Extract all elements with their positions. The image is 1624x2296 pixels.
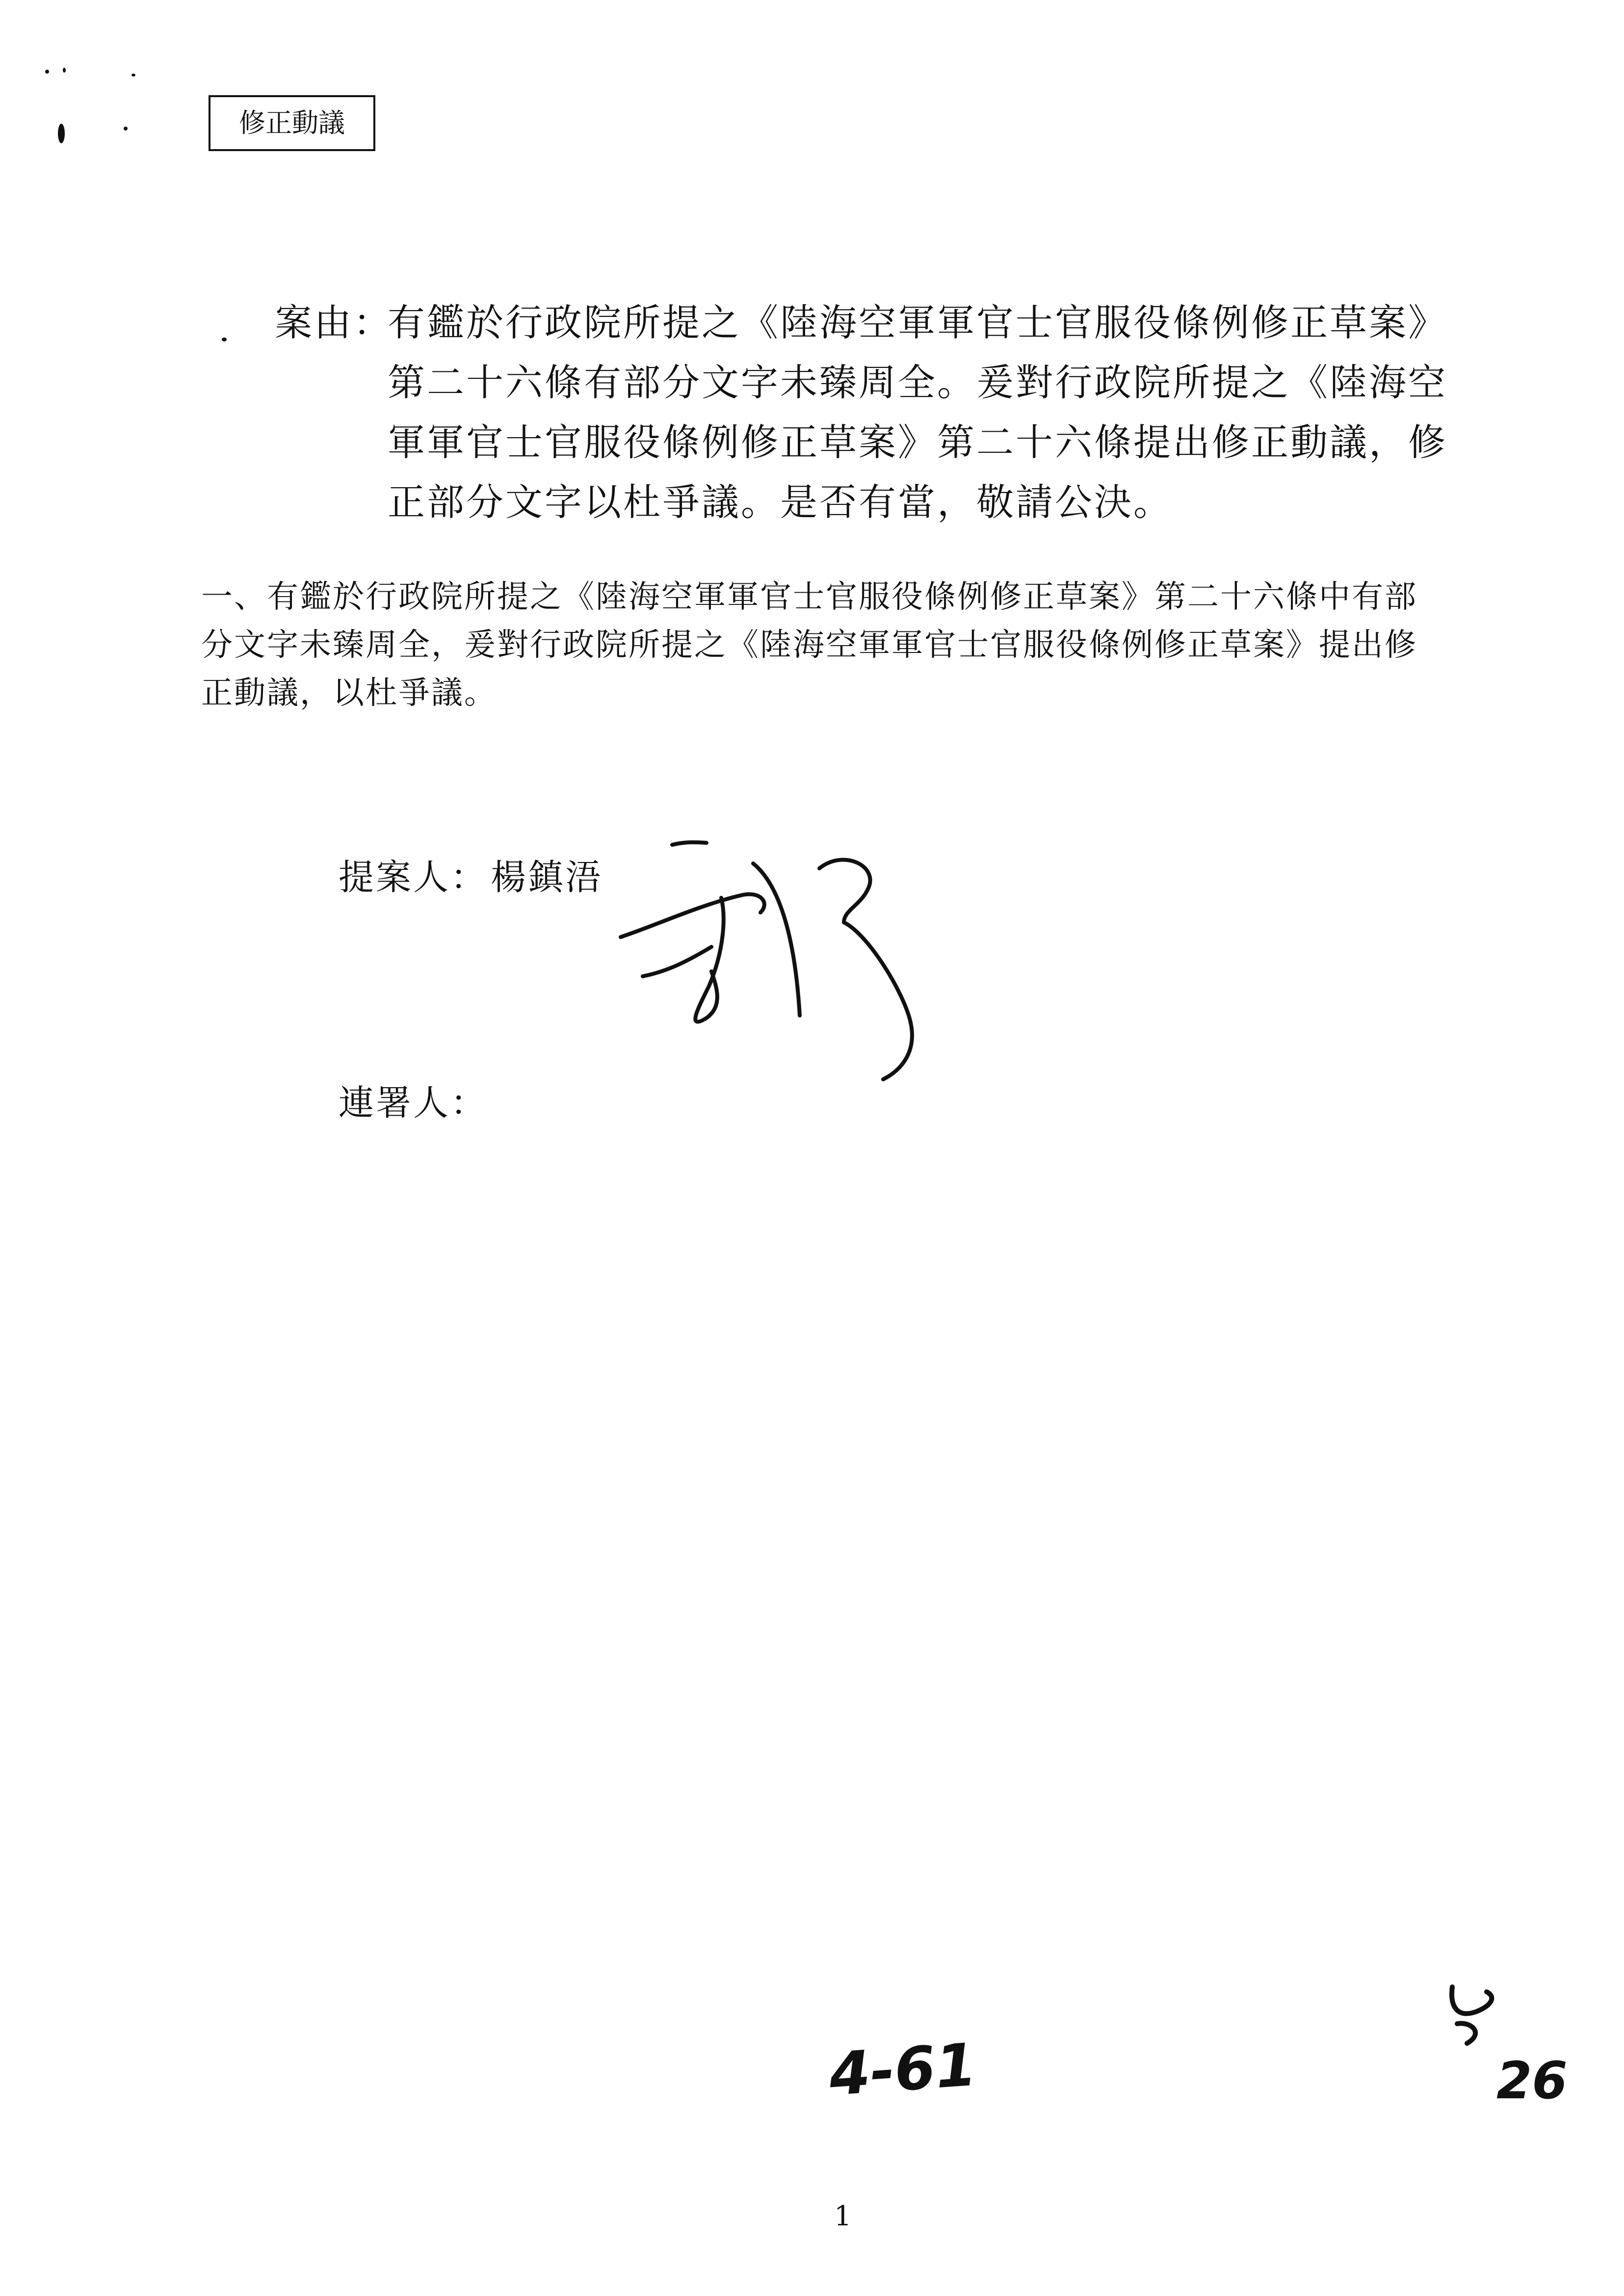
page-number: 1 bbox=[834, 2200, 852, 2232]
document-type-box: 修正動議 bbox=[209, 95, 375, 151]
reason-line: 有鑑於行政院所提之《陸海空軍軍官士官服役條例修正草案》 bbox=[388, 301, 1447, 344]
proposer-label: 提案人： bbox=[339, 857, 488, 898]
cosigner-label: 連署人： bbox=[339, 1082, 488, 1123]
explanation-line: 正動議，以杜爭議。 bbox=[201, 675, 497, 711]
handwritten-page-code: 4-61 bbox=[827, 2031, 979, 2110]
reason-line: 軍軍官士官服役條例修正草案》第二十六條提出修正動議，修 bbox=[388, 420, 1447, 464]
scan-speck bbox=[124, 127, 128, 130]
scan-speck bbox=[58, 124, 65, 143]
reason-line: 第二十六條有部分文字未臻周全。爰對行政院所提之《陸海空 bbox=[388, 361, 1447, 404]
handwritten-corner-code: 26 bbox=[1496, 2051, 1568, 2111]
reason-line: 正部分文字以杜爭議。是否有當，敬請公決。 bbox=[388, 480, 1173, 524]
handwritten-corner-scribble bbox=[1438, 1977, 1516, 2051]
scan-speck bbox=[63, 68, 66, 73]
reason-label: 案由： bbox=[275, 301, 393, 344]
explanation-line: 一、有鑑於行政院所提之《陸海空軍軍官士官服役條例修正草案》第二十六條中有部 bbox=[201, 579, 1417, 615]
explanation-line: 分文字未臻周全，爰對行政院所提之《陸海空軍軍官士官服役條例修正草案》提出修 bbox=[201, 627, 1417, 663]
proposer-name: 楊鎮浯 bbox=[491, 857, 603, 898]
scan-speck bbox=[45, 70, 49, 74]
scan-speck bbox=[222, 338, 227, 341]
handwritten-signature bbox=[613, 824, 1016, 1099]
scan-speck bbox=[131, 74, 135, 77]
